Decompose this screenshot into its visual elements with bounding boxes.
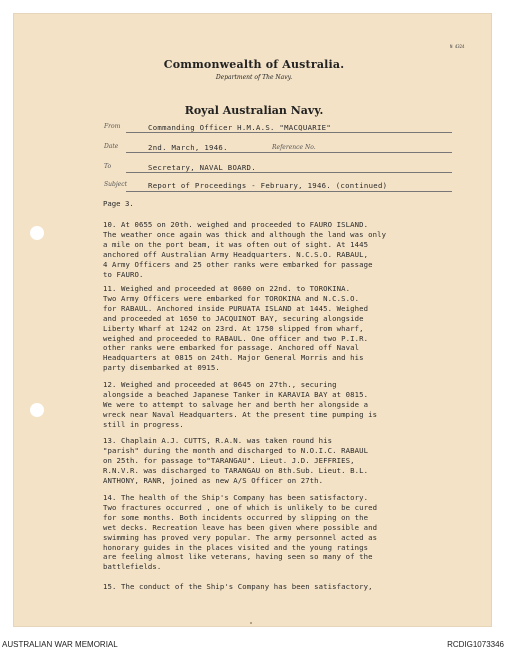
text-line: wreck near Naval Headquarters. At the present time pumping is: [103, 409, 378, 419]
text-line: honorary guides in the places visited and the young ratings: [103, 542, 369, 552]
text-line: alongside a beached Japanese Tanker in KARAVIA BAY at 0815.: [103, 389, 369, 399]
paragraph-10: [103, 220, 386, 279]
paragraph-15: [103, 582, 373, 592]
text-line: for some months. Both incidents occurred by slipping on the: [103, 512, 369, 522]
text-line: wet decks. Recreation leave has been given where possible and: [103, 522, 378, 532]
form-number: N 4324: [450, 44, 465, 49]
text-line: weighed and proceeded to RABAUL. One officer and two P.I.R.: [103, 333, 369, 343]
from-rule: [126, 132, 452, 133]
text-line: 12. Weighed and proceeded at 0645 on 27th., securing: [103, 380, 337, 389]
text-line: battlefields.: [103, 562, 162, 572]
text-line: still in progress.: [103, 419, 184, 429]
department-heading: Department of The Navy.: [215, 74, 293, 81]
to-label: To: [104, 163, 112, 170]
archive-credit: AUSTRALIAN WAR MEMORIAL: [2, 640, 118, 649]
text-line: for RABAUL. Anchored inside PURUATA ISLAND at 1445. Weighed: [103, 303, 369, 313]
text-line: ANTHONY, RANR, joined as new A/S Officer on 27th.: [103, 475, 324, 485]
text-line: on 25th. for passage to"TARANGAU". Lieut. J.D. JEFFRIES,: [103, 455, 355, 465]
page-mark: [250, 622, 252, 624]
text-line: 11. Weighed and proceeded at 0600 on 22nd. to TOROKINA.: [103, 284, 351, 293]
subject-label: Subject: [104, 181, 127, 188]
text-line: swimming has proved very popular. The army personnel acted as: [103, 532, 378, 542]
text-line: are feeling almost like veterans, having seen so many of the: [103, 552, 373, 562]
text-line: 15. The conduct of the Ship's Company has been satisfactory,: [103, 582, 373, 591]
paragraph-14: [103, 493, 377, 572]
paragraph-12: [103, 380, 377, 430]
paragraph-13: [103, 436, 368, 486]
text-line: Two Army Officers were embarked for TOROKINA and N.C.S.O.: [103, 293, 360, 303]
commonwealth-heading: Commonwealth of Australia.: [163, 58, 345, 71]
text-line: 14. The health of the Ship's Company has been satisfactory.: [103, 493, 369, 502]
reference-label: Reference No.: [272, 144, 316, 151]
to-rule: [126, 172, 452, 173]
date-value: 2nd. March, 1946.: [148, 143, 228, 152]
subject-rule: [126, 191, 452, 192]
text-line: other ranks were embarked for passage. Anchored off Naval: [103, 343, 360, 353]
text-line: 4 Army Officers and 25 other ranks were embarked for passage: [103, 259, 373, 269]
text-line: party disembarked at 0915.: [103, 363, 220, 373]
paragraph-11: [103, 284, 368, 373]
punch-hole: [30, 226, 44, 240]
from-label: From: [104, 123, 121, 130]
page-number: Page 3.: [103, 199, 134, 208]
subject-value: Report of Proceedings - February, 1946. (continued): [148, 181, 388, 190]
text-line: The weather once again was thick and although the land was only: [103, 229, 387, 239]
date-label: Date: [104, 143, 119, 150]
punch-hole: [30, 403, 44, 417]
text-line: 13. Chaplain A.J. CUTTS, R.A.N. was taken round his: [103, 436, 333, 445]
archive-id: RCDIG1073346: [447, 640, 504, 649]
text-line: and proceeded at 1650 to JACQUINOT BAY, securing alongside: [103, 313, 364, 323]
text-line: a mile on the port beam, it was often out of sight. At 1445: [103, 239, 369, 249]
service-heading: Royal Australian Navy.: [184, 104, 324, 117]
text-line: 10. At 0655 on 20th. weighed and proceeded to FAURO ISLAND.: [103, 220, 369, 229]
text-line: Liberty Wharf at 1242 on 23rd. At 1750 slipped from wharf,: [103, 323, 364, 333]
to-value: Secretary, NAVAL BOARD.: [148, 163, 256, 172]
text-line: Two fractures occurred , one of which is unlikely to be cured: [103, 502, 378, 512]
date-rule: [126, 152, 452, 153]
text-line: We were to attempt to salvage her and berth her alongside a: [103, 399, 369, 409]
from-value: Commanding Officer H.M.A.S. "MACQUARIE": [148, 123, 332, 132]
text-line: anchored off Australian Army Headquarters. N.C.S.O. RABAUL,: [103, 249, 369, 259]
text-line: to FAURO.: [103, 269, 144, 279]
text-line: Headquarters at 0815 on 24th. Major General Morris and his: [103, 353, 364, 363]
text-line: "parish" during the month and discharged to N.O.I.C. RABAUL: [103, 445, 369, 455]
text-line: R.N.V.R. was discharged to TARANGAU on 8th.Sub. Lieut. B.L.: [103, 465, 369, 475]
